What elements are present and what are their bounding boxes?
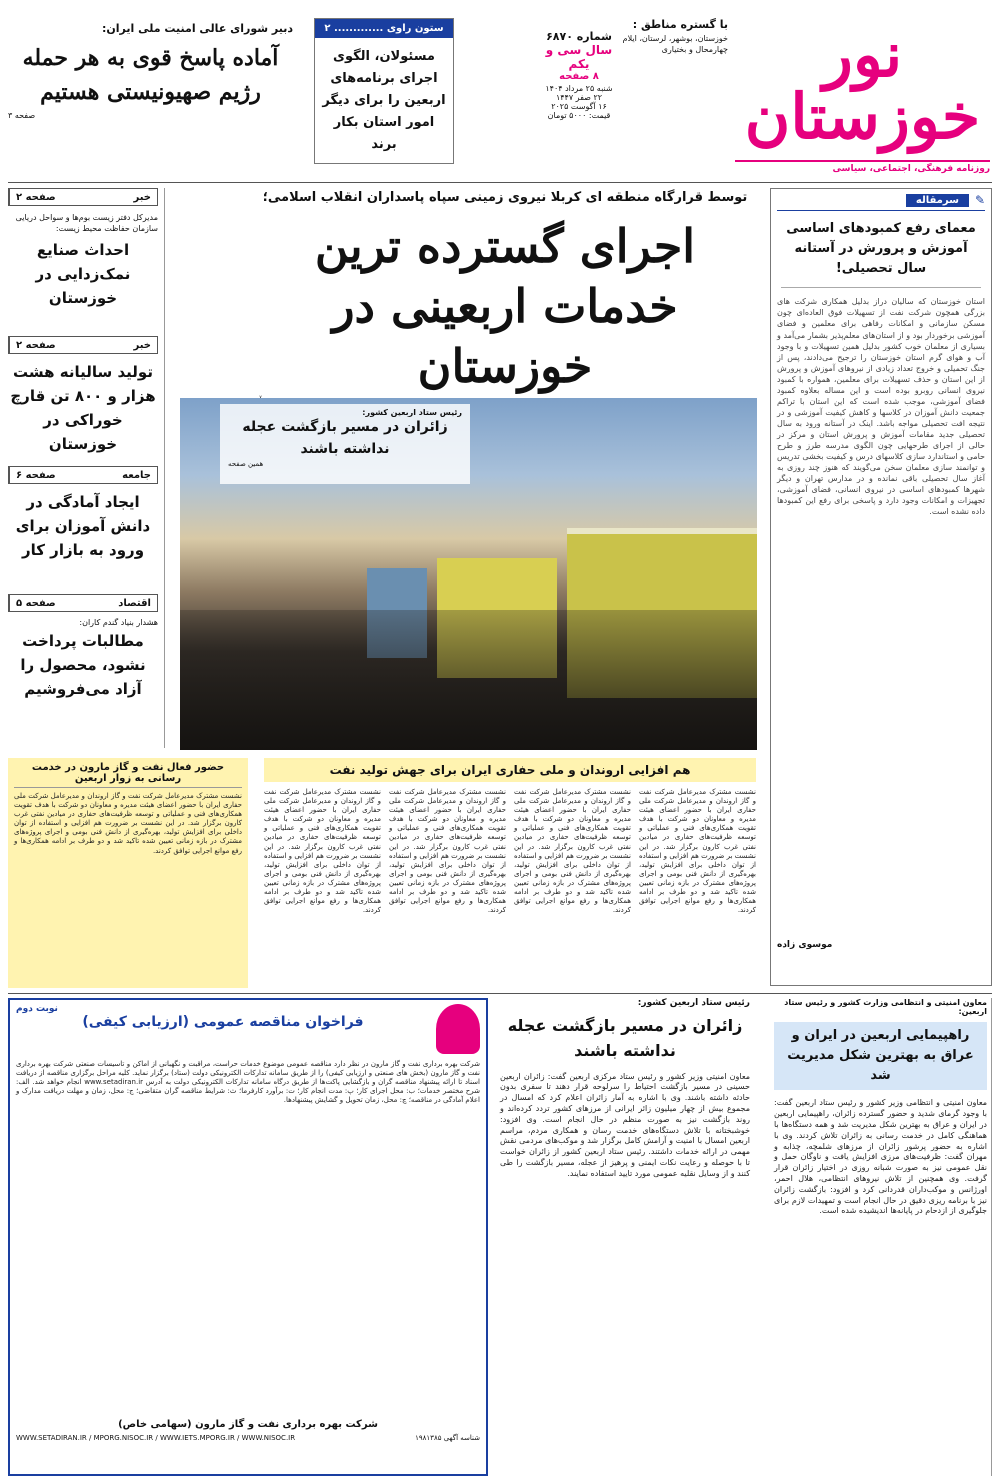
date-shamsi: شنبه ۲۵ مرداد ۱۴۰۴	[545, 84, 613, 93]
editorial-label: سرمقاله	[906, 194, 969, 207]
flame-logo-icon	[436, 1004, 480, 1054]
left-item-4-headline: مطالبات پرداخت نشود، محصول را آزاد می‌فروشیم	[20, 632, 146, 698]
left-item-3	[8, 466, 158, 594]
arvandan-col-1: نشست مشترک مدیرعامل شرکت نفت و گاز اروندان و مدیرعامل شرکت ملی حفاری ایران با حضور اعضای هیئت مدیره و معاونان دو شرکت با هدف تقویت همکاری‌های فنی و عملیاتی و توسعه ظرفیت‌های حفاری در میادین نفتی غرب کارون برگزار شد. در این نشست بر ضرورت هم افزایی و استفاده از توان داخلی برای افزایش تولید، بهره‌گیری از دانش فنی بومی و اجرای پروژه‌های مشترک در بازه زمانی تعیین شده تاکید شد و دو طرف بر ادامه همکاری‌ها و رفع موانع اجرایی توافق کردند.	[639, 788, 756, 915]
main-headline-line2: خدمات اربعینی در خوزستان	[332, 278, 678, 393]
return-kicker: رئیس ستاد اربعین کشور:	[637, 998, 750, 1008]
left-item-2-page: صفحه ۲	[9, 337, 62, 353]
left-item-1-kicker: مدیرکل دفتر زیست بوم‌ها و سواحل دریایی سازمان حفاظت محیط زیست:	[15, 213, 158, 234]
tender-title: فراخوان مناقصه عمومی (ارزیابی کیفی)	[82, 1014, 364, 1030]
editorial-author: موسوی زاده	[777, 940, 833, 951]
main-photo	[180, 398, 757, 750]
main-story-header	[250, 190, 760, 393]
issue-number: شماره ۶۸۷۰	[546, 30, 612, 43]
arvandan-col-3: نشست مشترک مدیرعامل شرکت نفت و گاز اروندان و مدیرعامل شرکت ملی حفاری ایران با حضور اعضای هیئت مدیره و معاونان دو شرکت با هدف تقویت همکاری‌های فنی و عملیاتی و توسعه ظرفیت‌های حفاری در میادین نفتی غرب کارون برگزار شد. در این نشست بر ضرورت هم افزایی و استفاده از توان داخلی برای افزایش تولید، بهره‌گیری از دانش فنی بومی و اجرای پروژه‌های مشترک در بازه زمانی تعیین شده تاکید شد و دو طرف بر ادامه همکاری‌ها و رفع موانع اجرایی توافق کردند.	[389, 788, 506, 915]
editorial-body: استان خوزستان که سالیان دراز بدلیل همکاری شرکت های بزرگی همچون شرکت نفت از تسهیلات فوق العاده‌ای چون مسکن سازمانی و امکانات رفاهی برای معلمین و فضای آموزشی برخوردار بود و از استان‌های معلم‌پذیر بشمار می‌آمد و بسیاری از معلمان خوب کشور بدلیل همین تسهیلات و با وجود آب و هوای گرم استان خوزستان را ترجیح می‌دادند، پس از جنگ تحمیلی و خروج تعداد زیادی از نیروهای آموزش و پرورش از این استان و حذف تسهیلات برای معلمین، همواره با کمبود نیروی انسانی روبرو بوده است و این مساله بعلاوه کمبود فضای آموزشی، موجب شده است که این استان با تراکم جمعیت دانش آموزان در کلاسها و کاهش کیفیت آموزشی و در نتیجه افت تحصیلی مواجه باشد. اینک در آستانه ورود به سال تحصیلی جدید مقامات آموزش و پرورش استان و مرکز در حالی از اجرای طرحهایی چون الگوی مدرسه طرز و طرح حامی و استاندارد سازی کلاسهای درس و کیفیت بخشی تدریس و توانمند سازی معلمان سخن می‌گویند که هنوز چند روزی به آغاز سال تحصیلی باقی نمانده و در مدارس تهران و دیگر شهرها کمبودهای اساسی در نیروی انسانی، فضای آموزشی، تجهیزات و امکانات وجود دارد و پاسخی برای رفع این کمبودها داده نشده است.	[777, 297, 985, 517]
left-item-1	[8, 188, 158, 336]
left-item-4-kicker: هشدار بنیاد گندم کاران:	[79, 618, 158, 627]
photo-caption-ref: همین صفحه	[228, 460, 264, 469]
year: سال سی و یکم	[545, 43, 613, 71]
top-left-story	[8, 22, 293, 162]
left-item-4	[8, 594, 158, 744]
arvandan-col-4: نشست مشترک مدیرعامل شرکت نفت و گاز اروندان و مدیرعامل شرکت ملی حفاری ایران با حضور اعضای هیئت مدیره و معاونان دو شرکت با هدف تقویت همکاری‌های فنی و عملیاتی و توسعه ظرفیت‌های حفاری در میادین نفتی غرب کارون برگزار شد. در این نشست بر ضرورت هم افزایی و استفاده از توان داخلی برای افزایش تولید، بهره‌گیری از دانش فنی بومی و اجرای پروژه‌های مشترک در بازه زمانی تعیین شده تاکید شد و دو طرف بر ادامه همکاری‌ها و رفع موانع اجرایی توافق کردند.	[264, 788, 381, 915]
date-hijri: ۲۲ صفر ۱۴۴۷	[555, 93, 603, 102]
issue-info	[543, 30, 615, 150]
left-item-2	[8, 336, 158, 466]
arbaeen-body: معاون امنیتی و انتظامی وزیر کشور و رئیس ستاد اربعین گفت: با وجود گرمای شدید و حضور گسترده زائران، راهپیمایی اربعین در ایران و عراق به بهترین شکل مدیریت شد و همه دستگاه‌ها با هماهنگی کامل در خدمت رسانی به زائران تلاش کردند. وی با اشاره به حضور پرشور زائران از مرزهای شلمچه، چذابه و مهران گفت: ظرفیت‌های مرزی افزایش یافت و ناوگان حمل و نقل عمومی نیز به صورت شبانه روزی در اختیار زائران قرار گرفت. وی همچنین از تلاش نیروهای انتظامی، هلال احمر، اورژانس و موکب‌داران قدردانی کرد و افزود: بازگشت زائران نیز با برنامه ریزی دقیق در حال انجام است و تمهیدات لازم برای جلوگیری از ازدحام در پایانه‌ها اندیشیده شده است.	[774, 1098, 987, 1216]
logo-text: نور خوزستان	[744, 18, 981, 153]
editorial-headline: معمای رفع کمبودهای اساسی آموزش و پرورش در آستانه سال تحصیلی!	[781, 219, 981, 288]
arbaeen-kicker: معاون امنیتی و انتظامی وزارت کشور و رئیس ستاد اربعین:	[784, 998, 987, 1016]
coverage-box	[618, 18, 728, 78]
coverage-title: با گستره مناطق :	[632, 18, 728, 31]
left-item-2-header	[8, 336, 158, 354]
left-item-3-headline: ایجاد آمادگی در دانش آموزان برای ورود به بازار کار	[15, 493, 151, 559]
return-body: معاون امنیتی وزیر کشور و رئیس ستاد مرکزی اربعین گفت: زائران اربعین حسینی در مسیر بازگشت احتیاط را سرلوحه قرار دهند تا سفری بدون حادثه داشته باشند. وی با اشاره به آمار زائران اعلام کرد که امسال در مجموع بیش از چهار میلیون زائر ایرانی از مرزهای کشور تردد کرده‌اند و روند بازگشت نیز به صورت منظم در حال انجام است. وی افزود: خوشبختانه با تلاش دستگاه‌های خدمت رسان و همکاری مردم، مراسم اربعین امسال با امنیت و آرامش کامل برگزار شد و موکب‌های مردمی نقش مهمی در ارائه خدمات داشتند. رئیس ستاد اربعین کشور از زائران خواست تا با حوصله و رعایت نکات ایمنی و پرهیز از عجله، مسیر بازگشت را طی کنند و از وسایل نقلیه عمومی مورد تایید استفاده نمایند.	[500, 1071, 750, 1178]
arvandan-story	[260, 758, 760, 988]
sotun-ravi-box	[314, 18, 454, 164]
main-headline-line1: اجرای گسترده ترین	[314, 219, 696, 273]
sotun-ravi-text: مسئولان، الگوی اجرای برنامه‌های اربعین را برای دیگر امور استان بکار برند	[322, 49, 446, 153]
tagline-bar	[735, 160, 990, 176]
left-item-2-section: خبر	[133, 339, 151, 351]
arbaeen-headline: راهپیمایی اربعین در ایران و عراق به بهترین شکل مدیریت شد	[774, 1022, 987, 1090]
tender-footer-note: شناسه آگهی ۱۹۸۱۳۸۵	[415, 1434, 480, 1442]
editorial-box	[770, 188, 992, 986]
arbaeen-story	[770, 998, 992, 1476]
coverage-regions: خوزستان، بوشهر، لرستان، ایلام چهارمحال و بختیاری	[622, 34, 728, 54]
maroon-story	[8, 758, 248, 988]
left-item-3-section: جامعه	[122, 469, 151, 481]
pen-icon: ✎	[974, 193, 985, 207]
main-kicker: توسط قرارگاه منطقه ای کربلا نیروی زمینی سپاه پاسداران انقلاب اسلامی؛	[262, 190, 748, 205]
top-left-page-ref: صفحه ۳	[8, 111, 36, 121]
arvandan-col-2: نشست مشترک مدیرعامل شرکت نفت و گاز اروندان و مدیرعامل شرکت ملی حفاری ایران با حضور اعضای هیئت مدیره و معاونان دو شرکت با هدف تقویت همکاری‌های فنی و عملیاتی و توسعه ظرفیت‌های حفاری در میادین نفتی غرب کارون برگزار شد. در این نشست بر ضرورت هم افزایی و استفاده از توان داخلی برای افزایش تولید، بهره‌گیری از دانش فنی بومی و اجرای پروژه‌های مشترک در بازه زمانی تعیین شده تاکید شد و دو طرف بر ادامه همکاری‌ها و رفع موانع اجرایی توافق کردند.	[514, 788, 631, 915]
return-headline: زائران در مسیر بازگشت عجله نداشته باشند	[507, 1016, 743, 1060]
left-item-1-section: خبر	[133, 191, 151, 203]
tagline: روزنامه فرهنگی، اجتماعی، سیاسی	[832, 164, 990, 174]
photo-caption-kicker: رئیس ستاد اربعین کشور:	[362, 408, 462, 417]
left-item-4-header	[8, 594, 158, 612]
masthead-logo	[735, 6, 990, 156]
left-item-1-headline: احداث صنایع نمک‌زدایی در خوزستان	[35, 241, 131, 308]
tender-subtitle: شرکت بهره برداری نفت و گاز مارون (سهامی خاص)	[118, 1419, 378, 1430]
left-item-4-section: اقتصاد	[118, 597, 151, 609]
date-gregorian: ۱۶ آگوست ۲۰۲۵	[551, 102, 607, 111]
left-item-2-headline: تولید سالیانه هشت هزار و ۸۰۰ تن قارچ خوراکی در خوزستان	[10, 363, 156, 453]
price: قیمت: ۵۰۰۰ تومان	[547, 111, 611, 120]
left-item-1-header	[8, 188, 158, 206]
tender-ad	[8, 998, 488, 1476]
sotun-ravi-label: ستون راوی ............. ۲	[315, 19, 453, 38]
maroon-body: نشست مشترک مدیرعامل شرکت نفت و گاز اروندان و مدیرعامل شرکت ملی حفاری ایران با حضور اعضای هیئت مدیره و معاونان دو شرکت با هدف تقویت همکاری‌های فنی و عملیاتی و توسعه ظرفیت‌های حفاری در میادین نفتی غرب کارون برگزار شد. در این نشست بر ضرورت هم افزایی و استفاده از توان داخلی برای افزایش تولید، بهره‌گیری از دانش فنی بومی و اجرای پروژه‌های مشترک در بازه زمانی تعیین شده تاکید شد و دو طرف بر ادامه همکاری‌ها و رفع موانع اجرایی توافق کردند.	[14, 792, 242, 855]
top-left-headline: آماده پاسخ قوی به هر حمله رژیم صهیونیستی هستیم	[22, 45, 279, 106]
tender-urls: WWW.SETADIRAN.IR / MPORG.NISOC.IR / WWW.IETS.MPORG.IR / WWW.NISOC.IR	[16, 1434, 296, 1442]
top-left-kicker: دبیر شورای عالی امنیت ملی ایران:	[102, 22, 293, 35]
photo-caption: زائران در مسیر بازگشت عجله نداشته باشند	[242, 419, 448, 457]
tender-badge: نوبت دوم	[16, 1004, 58, 1014]
tender-body: شرکت بهره برداری نفت و گاز مارون در نظر دارد مناقصه عمومی موضوع خدمات حراست، مراقبت و نگهبانی از اماکن و تاسیسات صنعتی شرکت بهره برداری نفت و گاز مارون (بخش های صنعتی و ارزیابی کیفی) را از طریق سامانه تدارکات الکترونیکی دولت (ستاد) برگزار نماید. کلیه مراحل برگزاری مناقصه از دریافت اسناد تا ارائه پیشنهاد مناقصه گران و بازگشایی پاکت‌ها از طریق درگاه سامانه تدارکات الکترونیکی دولت به آدرس www.setadiran.ir انجام خواهد شد. الف: شرح مختصر خدمات؛ ب: محل اجرای کار؛ پ: مدت انجام کار؛ ت: برآورد کارفرما؛ ث: شرایط مناقصه گران متقاضی؛ ج: محل، زمان و مهلت دریافت مدارک و اعلام آمادگی در مناقصه؛ چ: محل، زمان تحویل و گشایش پیشنهادها.	[16, 1060, 480, 1105]
left-item-3-page: صفحه ۶	[9, 467, 62, 483]
left-item-3-header	[8, 466, 158, 484]
maroon-title: حضور فعال نفت و گاز مارون در خدمت رسانی به زوار اربعین	[14, 762, 242, 788]
photo-caption-box	[220, 404, 470, 484]
left-item-4-page: صفحه ۵	[9, 595, 62, 611]
left-item-1-page: صفحه ۲	[9, 189, 62, 205]
left-column	[8, 188, 158, 748]
page-count: ۸ صفحه	[559, 71, 599, 82]
return-story	[496, 998, 754, 1476]
arvandan-title: هم افزایی اروندان و ملی حفاری ایران برای جهش تولید نفت	[264, 758, 756, 782]
